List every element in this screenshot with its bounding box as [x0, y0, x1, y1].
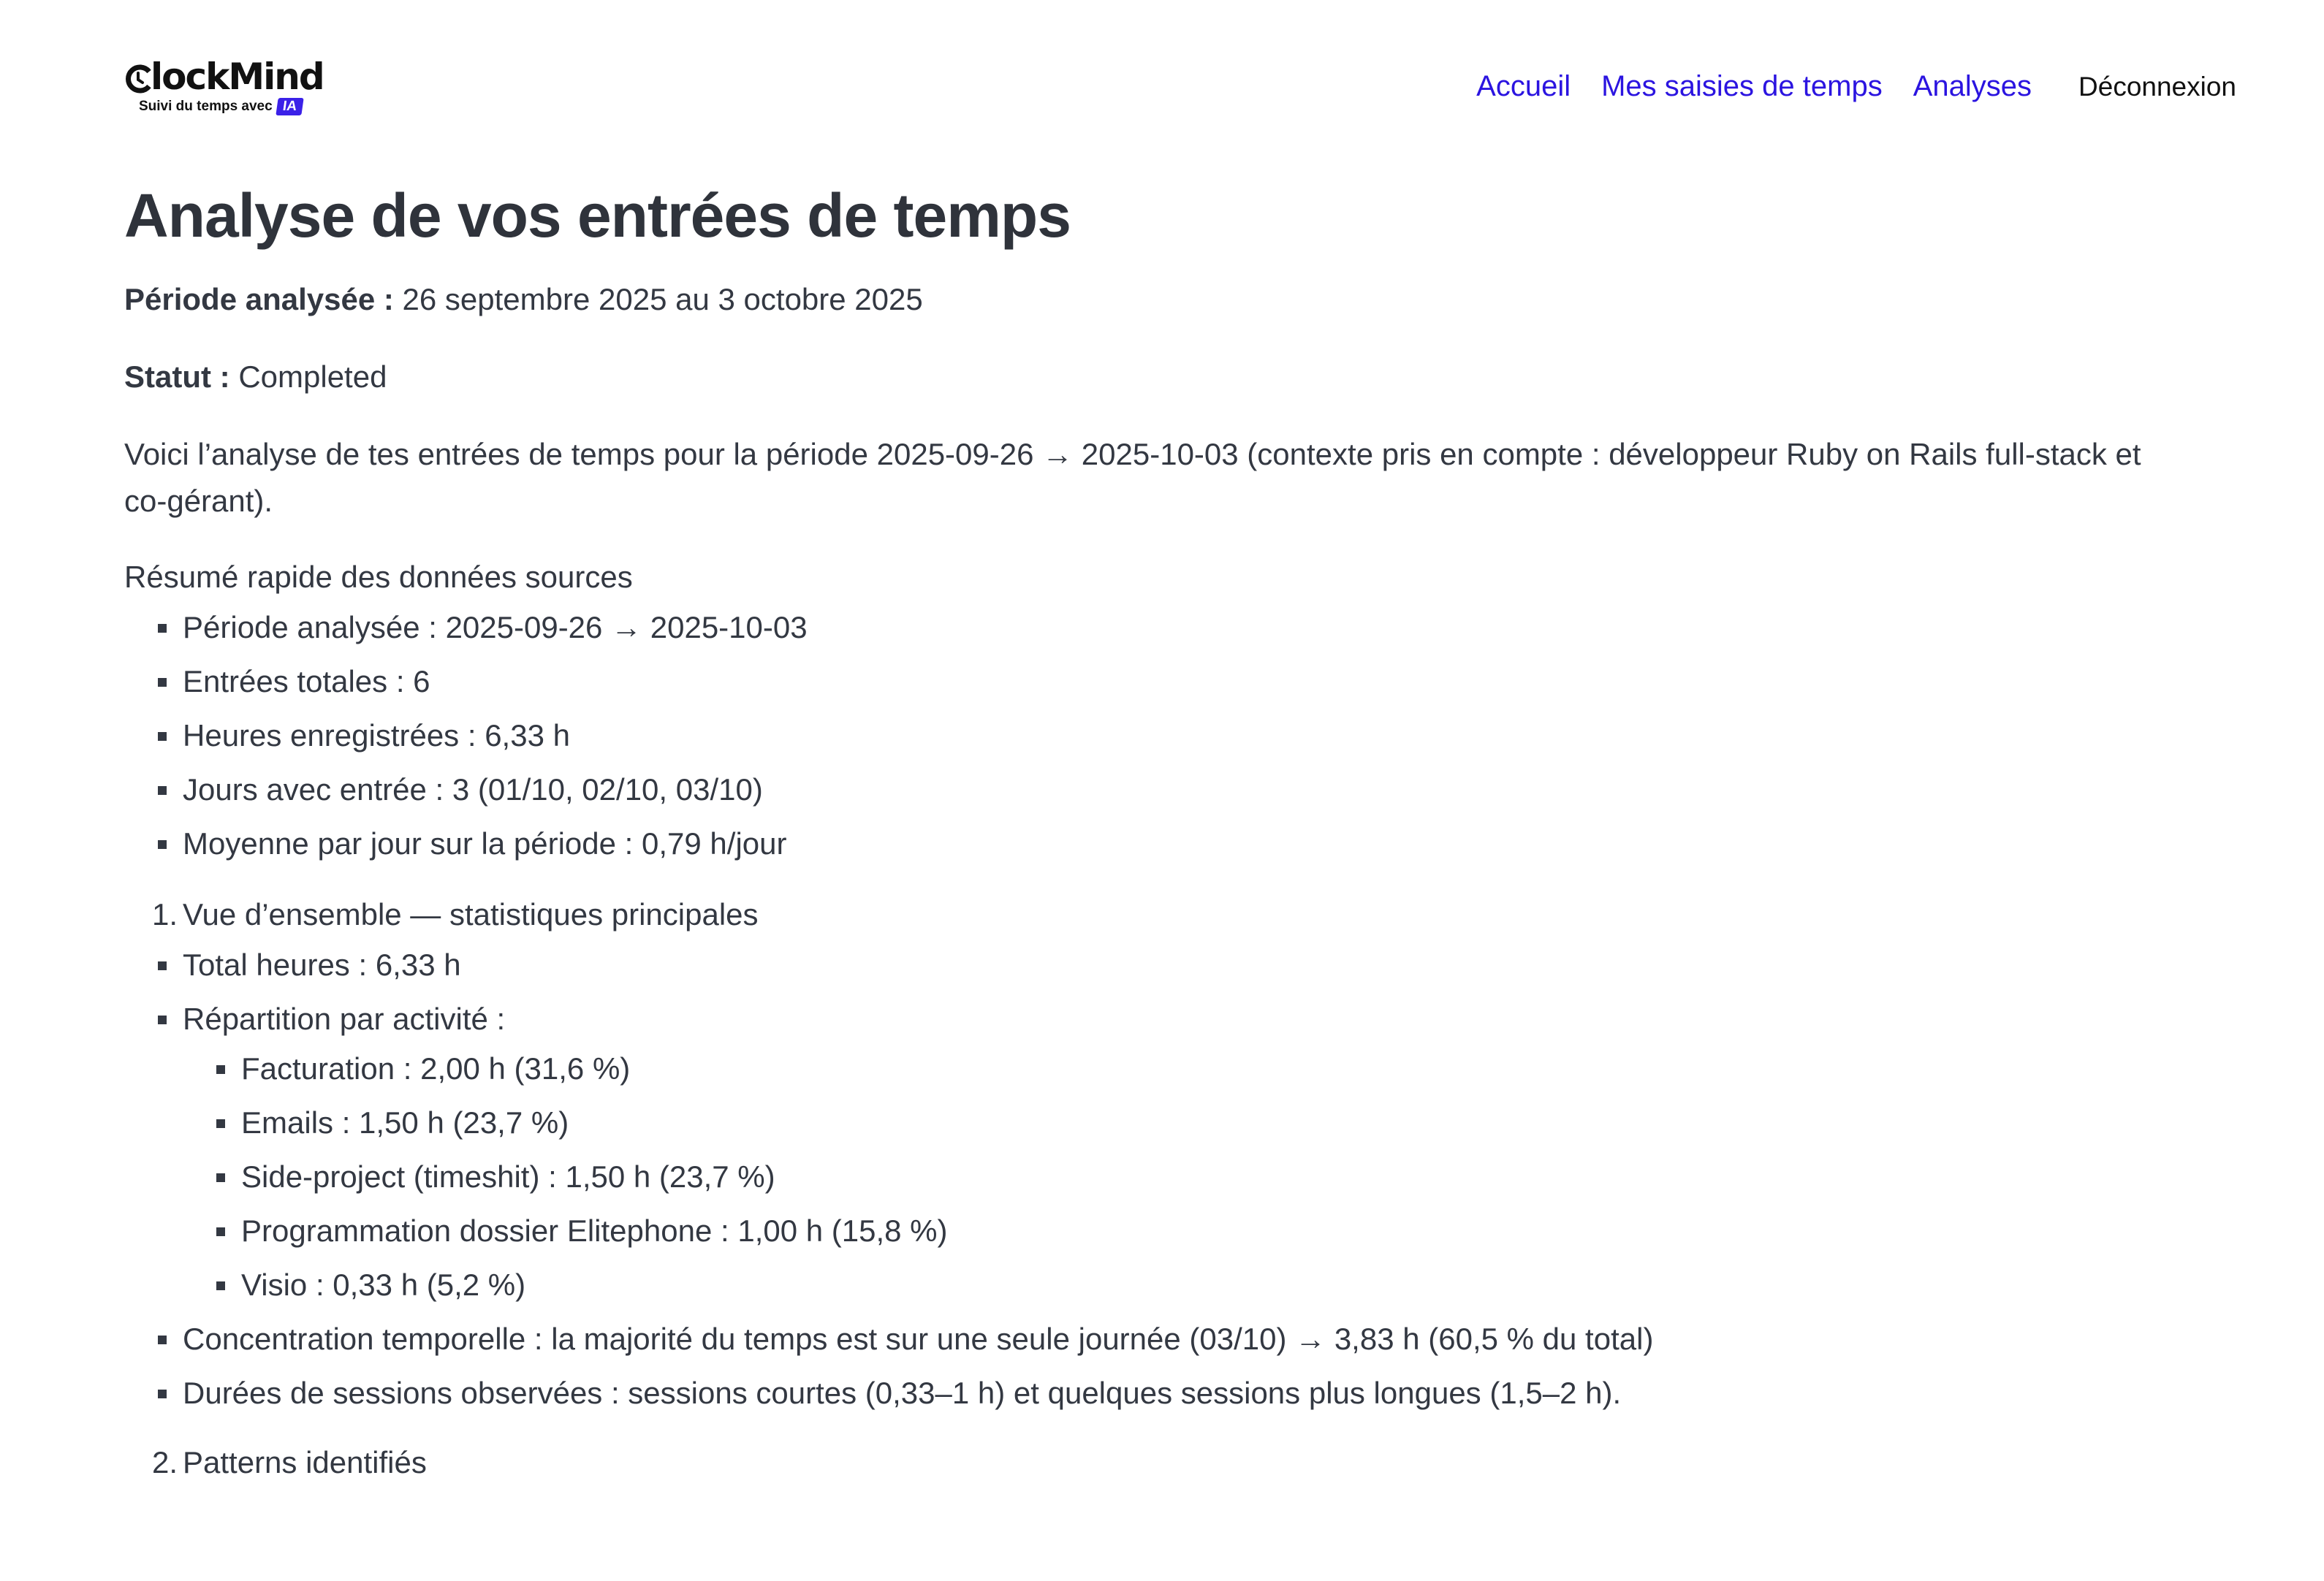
list-item: Emails : 1,50 h (23,7 %): [241, 1096, 2156, 1150]
page-title: Analyse de vos entrées de temps: [124, 181, 1071, 250]
list-item: Programmation dossier Elitephone : 1,00 h (15,8 %): [241, 1204, 2156, 1258]
top-header: [124, 57, 2236, 123]
logo-tagline: [139, 98, 303, 115]
summary-list: [124, 601, 2156, 871]
list-item: Moyenne par jour sur la période : 0,79 h/jour: [183, 817, 2156, 871]
overview-list: [124, 938, 2156, 1312]
status-line: [124, 354, 2156, 400]
list-item: Période analysée : 2025-09-26 → 2025-10-03: [183, 601, 2156, 655]
logo-title: [124, 56, 324, 98]
period-line: [124, 276, 2156, 323]
section-number: 2.: [152, 1445, 178, 1479]
breakdown-label: Répartition par activité :: [183, 1002, 506, 1036]
breakdown-list: [183, 1042, 2156, 1312]
list-item: Durées de sessions observées : sessions courtes (0,33–1 h) et quelques sessions plus longues (1,5–2 h).: [183, 1366, 2156, 1420]
list-item: Concentration temporelle : la majorité du temps est sur une seule journée (03/10) → 3,83 h (60,5 % du total): [183, 1312, 2156, 1366]
logo-tagline-text: Suivi du temps avec: [139, 99, 273, 114]
status-label: Statut :: [124, 359, 230, 394]
list-item: Visio : 0,33 h (5,2 %): [241, 1258, 2156, 1312]
section-2-heading: [124, 1439, 2156, 1486]
period-label: Période analysée :: [124, 282, 394, 316]
list-item: Facturation : 2,00 h (31,6 %): [241, 1042, 2156, 1096]
list-item: Heures enregistrées : 6,33 h: [183, 709, 2156, 763]
summary-heading: Résumé rapide des données sources: [124, 560, 633, 594]
nav-link-home[interactable]: Accueil: [1476, 70, 1571, 102]
section-title: Patterns identifiés: [183, 1445, 427, 1479]
logout-button[interactable]: Déconnexion: [2078, 71, 2236, 102]
section-number: 1.: [152, 897, 178, 932]
nav-link-analyses[interactable]: Analyses: [1913, 70, 2032, 102]
ai-badge: IA: [276, 98, 303, 115]
nav-link-time-entries[interactable]: Mes saisies de temps: [1601, 70, 1883, 102]
main-nav: [1446, 70, 2236, 103]
section-1-heading: [124, 891, 2156, 938]
list-item: Jours avec entrée : 3 (01/10, 02/10, 03/10): [183, 763, 2156, 817]
list-item: Entrées totales : 6: [183, 655, 2156, 709]
list-item-breakdown: [183, 992, 2156, 1312]
intro-paragraph: Voici l’analyse de tes entrées de temps pour la période 2025-09-26 → 2025-10-03 (contexte pris en compte : développeur Ruby on Rails full-stack et co-gérant).: [124, 437, 2141, 518]
list-item: Total heures : 6,33 h: [183, 938, 2156, 992]
period-value: 26 septembre 2025 au 3 octobre 2025: [402, 282, 923, 316]
section-title: Vue d’ensemble — statistiques principales: [183, 897, 759, 932]
overview-extra-list: [124, 1312, 2156, 1420]
analysis-content: [124, 175, 2156, 1486]
logo[interactable]: [124, 57, 329, 123]
list-item: Side-project (timeshit) : 1,50 h (23,7 %): [241, 1150, 2156, 1204]
status-value: Completed: [238, 359, 387, 394]
logo-text: lockMind: [151, 56, 324, 98]
